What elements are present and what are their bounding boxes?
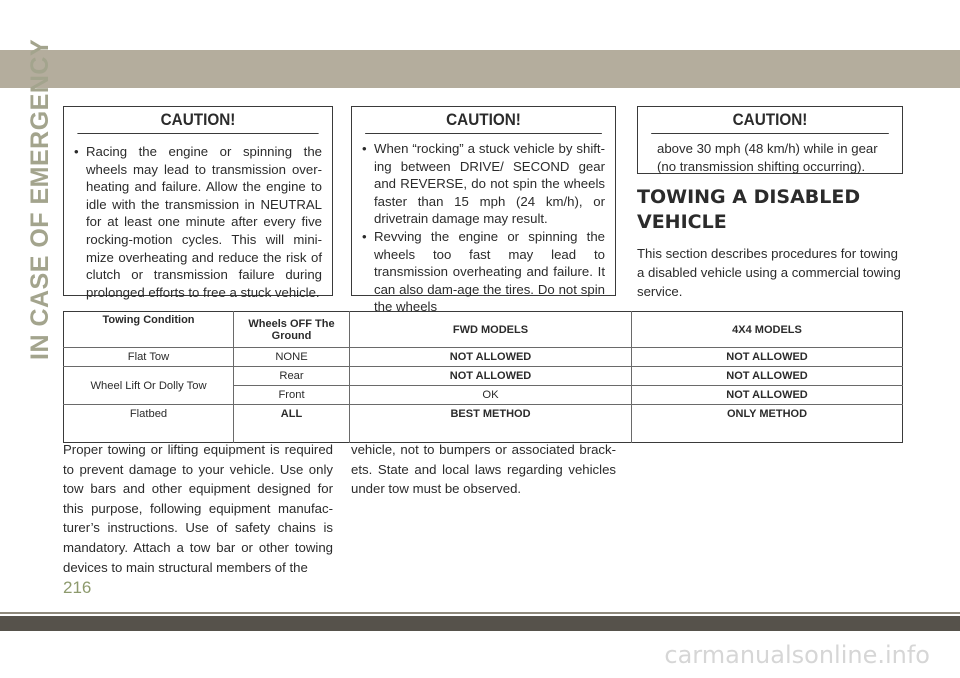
cell-wheels: ALL	[234, 405, 350, 443]
cell-wheels: NONE	[234, 348, 350, 367]
body-paragraph-right: vehicle, not to bumpers or associated brack-ets. State and local laws regarding vehicles under tow must be observed.	[351, 442, 616, 497]
cell-4x4: NOT ALLOWED	[632, 386, 903, 405]
body-paragraph-left: Proper towing or lifting equipment is required to prevent damage to your vehicle. Use only tow bars and other equipment designed for this purpose, following equipment manufac-turer’s instructions. Use of safety chains is mandatory. Attach a tow bar or other towing devices to main structural members of the	[63, 442, 333, 575]
caution-bullet	[362, 228, 605, 316]
cell-fwd: NOT ALLOWED	[350, 367, 632, 386]
table-header-row	[64, 312, 903, 348]
caution-text: above 30 mph (48 km/h) while in gear (no transmission shifting occurring).	[657, 141, 878, 174]
section-intro: This section describes procedures for towing a disabled vehicle using a commercial towing service.	[637, 246, 901, 299]
table-row	[64, 405, 903, 443]
caution-body	[64, 134, 332, 301]
caution-bullet	[74, 143, 322, 301]
caution-bullet	[362, 140, 605, 228]
caution-heading: CAUTION!	[365, 107, 602, 134]
bullet-icon: •	[362, 228, 367, 244]
cell-condition: Flat Tow	[64, 348, 234, 367]
table-row	[64, 348, 903, 367]
cell-wheels: Rear	[234, 367, 350, 386]
caution-body	[352, 134, 615, 316]
caution-box-3	[637, 106, 903, 174]
header-towing-condition: Towing Condition	[64, 312, 234, 348]
caution-body	[638, 134, 902, 175]
watermark-text: carmanualsonline.info	[664, 641, 930, 669]
bullet-icon: •	[362, 141, 367, 156]
cell-4x4: NOT ALLOWED	[632, 348, 903, 367]
section-title: TOWING A DISABLED VEHICLE	[637, 186, 861, 233]
footer-bar	[0, 616, 960, 631]
caution-box-1	[63, 106, 333, 300]
cell-4x4: NOT ALLOWED	[632, 367, 903, 386]
caution-heading: CAUTION!	[77, 107, 318, 134]
caution-bullet-text: Revving the engine or spinning the wheels too fast may lead to transmission overheating and failure. It can also dam-age the tires. Do not spin the wheels	[374, 228, 605, 315]
cell-fwd: BEST METHOD	[350, 405, 632, 443]
bullet-icon: •	[74, 144, 79, 159]
header-fwd-models: FWD MODELS	[350, 312, 632, 348]
caution-box-2	[351, 106, 616, 315]
caution-bullet-text: Racing the engine or spinning the wheels may lead to transmission over-heating and failure. Allow the engine to idle with the transmission in NEUTRAL for at least one minute after every five rocking-motion cycles. This will mini-mize overheating and reduce the risk of clutch or transmission failure during prolonged efforts to free a stuck vehicle.	[86, 144, 322, 300]
top-margin	[0, 0, 960, 50]
cell-wheels: Front	[234, 386, 350, 405]
header-wheels-off: Wheels OFF The Ground	[234, 312, 350, 348]
cell-4x4: ONLY METHOD	[632, 405, 903, 443]
cell-condition: Wheel Lift Or Dolly Tow	[64, 367, 234, 405]
chapter-side-label: IN CASE OF EMERGENCY	[26, 38, 54, 360]
page-number: 216	[63, 578, 92, 597]
footer-rule	[0, 612, 960, 614]
caution-bullet-text: When “rocking” a stuck vehicle by shift-ing between DRIVE/ SECOND gear and REVERSE, do not spin the wheels faster than 15 mph (24 km/h), or drivetrain damage may result.	[374, 141, 605, 227]
header-4x4-models: 4X4 MODELS	[732, 323, 802, 336]
towing-table	[63, 311, 903, 443]
cell-condition: Flatbed	[64, 405, 234, 443]
caution-heading: CAUTION!	[651, 107, 889, 134]
cell-fwd: NOT ALLOWED	[350, 348, 632, 367]
watermark-area	[0, 631, 960, 678]
table-row	[64, 367, 903, 386]
header-bar	[0, 50, 960, 88]
cell-fwd: OK	[350, 386, 632, 405]
